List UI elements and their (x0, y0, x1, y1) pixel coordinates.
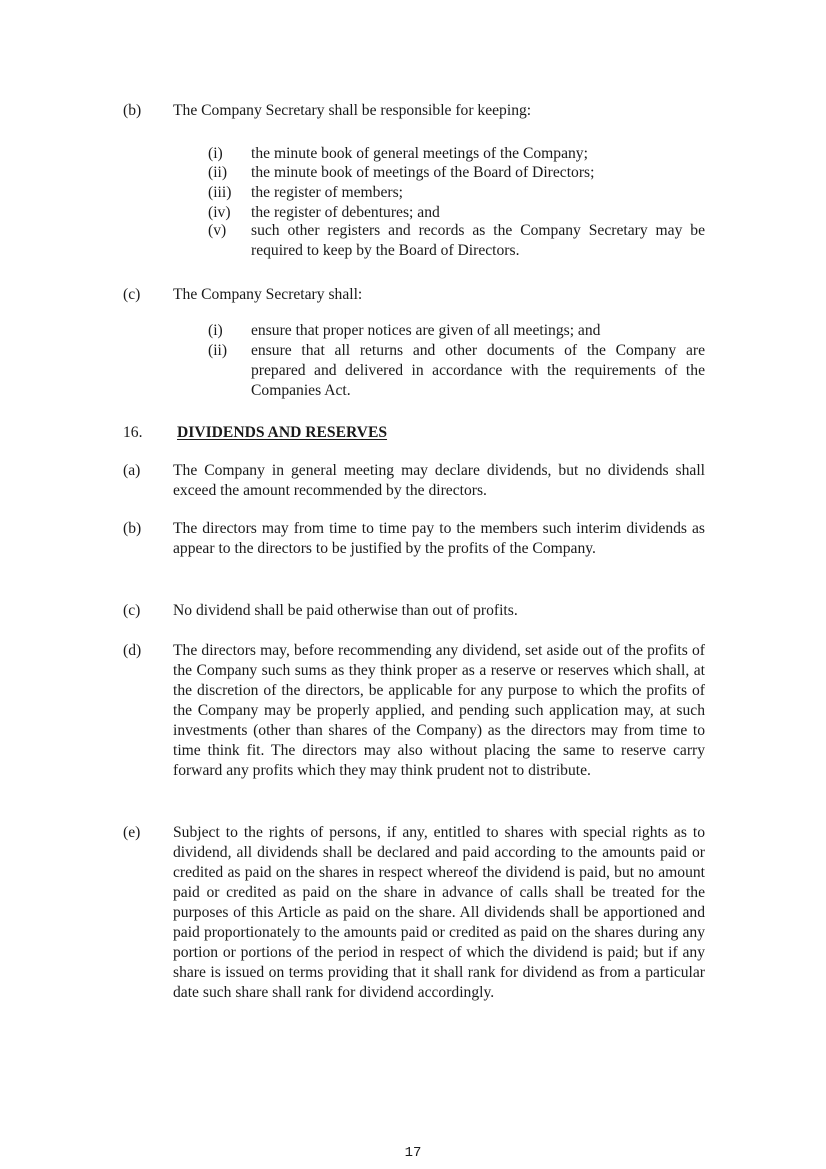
sub-item-text: the register of members; (251, 184, 403, 201)
para-label: (b) (123, 520, 142, 537)
sub-item-label: (iii) (208, 184, 232, 201)
para-text: The Company Secretary shall: (173, 286, 363, 303)
sub-item-label: (ii) (208, 342, 228, 359)
para-label: (c) (123, 286, 141, 303)
sub-item-text: the register of debentures; and (251, 204, 440, 221)
para-text: The Company in general meeting may declare dividends, but no dividends shall exceed the amount recommended by the directors. (173, 462, 705, 499)
sub-item-label: (v) (208, 222, 227, 239)
sub-item (0, 321, 826, 341)
sub-item-text: ensure that all returns and other documents of the Company are prepared and delivered in accordance with the requirements of the Companies Act. (251, 342, 705, 399)
section-title: DIVIDENDS AND RESERVES (177, 424, 388, 441)
sub-item (0, 144, 826, 164)
para-text: Subject to the rights of persons, if any, entitled to shares with special rights as to dividend, all dividends shall be declared and paid according to the amounts paid or credited as paid on the shares in respect whereof the dividend is paid, but no amount paid or credited as paid on the share in advance of calls shall be treated for the purposes of this Article as paid on the share. All dividends shall be apportioned and paid proportionately to the amounts paid or credited as paid on the shares during any portion or portions of the period in respect of which the dividend is paid; but if any share is issued on terms providing that it shall rank for dividend as from a particular date such share shall rank for dividend accordingly. (173, 824, 705, 1001)
sub-item-label: (i) (208, 322, 223, 339)
page-number: 17 (404, 1145, 422, 1161)
sub-item-label: (iv) (208, 204, 231, 221)
sub-item (0, 203, 826, 223)
sub-item (0, 341, 826, 401)
para-text: No dividend shall be paid otherwise than out of profits. (173, 602, 518, 619)
sub-item-label: (ii) (208, 164, 228, 181)
sub-item-text: ensure that proper notices are given of all meetings; and (251, 322, 601, 339)
para-text: The directors may from time to time pay to the members such interim dividends as appear to the directors to be justified by the profits of the Company. (173, 520, 705, 557)
para-label: (a) (123, 462, 141, 479)
sub-item-text: the minute book of meetings of the Board of Directors; (251, 164, 595, 181)
para-label: (c) (123, 602, 141, 619)
para-text: The directors may, before recommending any dividend, set aside out of the profits of the Company such sums as they think proper as a reserve or reserves which shall, at the discretion of the directors, be applicable for any purpose to which the profits of the Company may be properly applied, and pending such application may, at such investments (other than shares of the Company) as the directors may from time to time think fit. The directors may also without placing the same to reserve carry forward any profits which they may think prudent not to distribute. (173, 642, 705, 779)
sub-item (0, 163, 826, 183)
sub-item-label: (i) (208, 145, 223, 162)
para-text: The Company Secretary shall be responsible for keeping: (173, 102, 532, 119)
sub-item (0, 221, 826, 261)
sub-item (0, 183, 826, 203)
sub-item-text: such other registers and records as the Company Secretary may be required to keep by the Board of Directors. (251, 222, 705, 259)
sub-item-text: the minute book of general meetings of the Company; (251, 145, 588, 162)
para-label: (b) (123, 102, 142, 119)
para-label: (d) (123, 642, 142, 659)
para-label: (e) (123, 824, 141, 841)
section-number: 16. (123, 424, 143, 441)
